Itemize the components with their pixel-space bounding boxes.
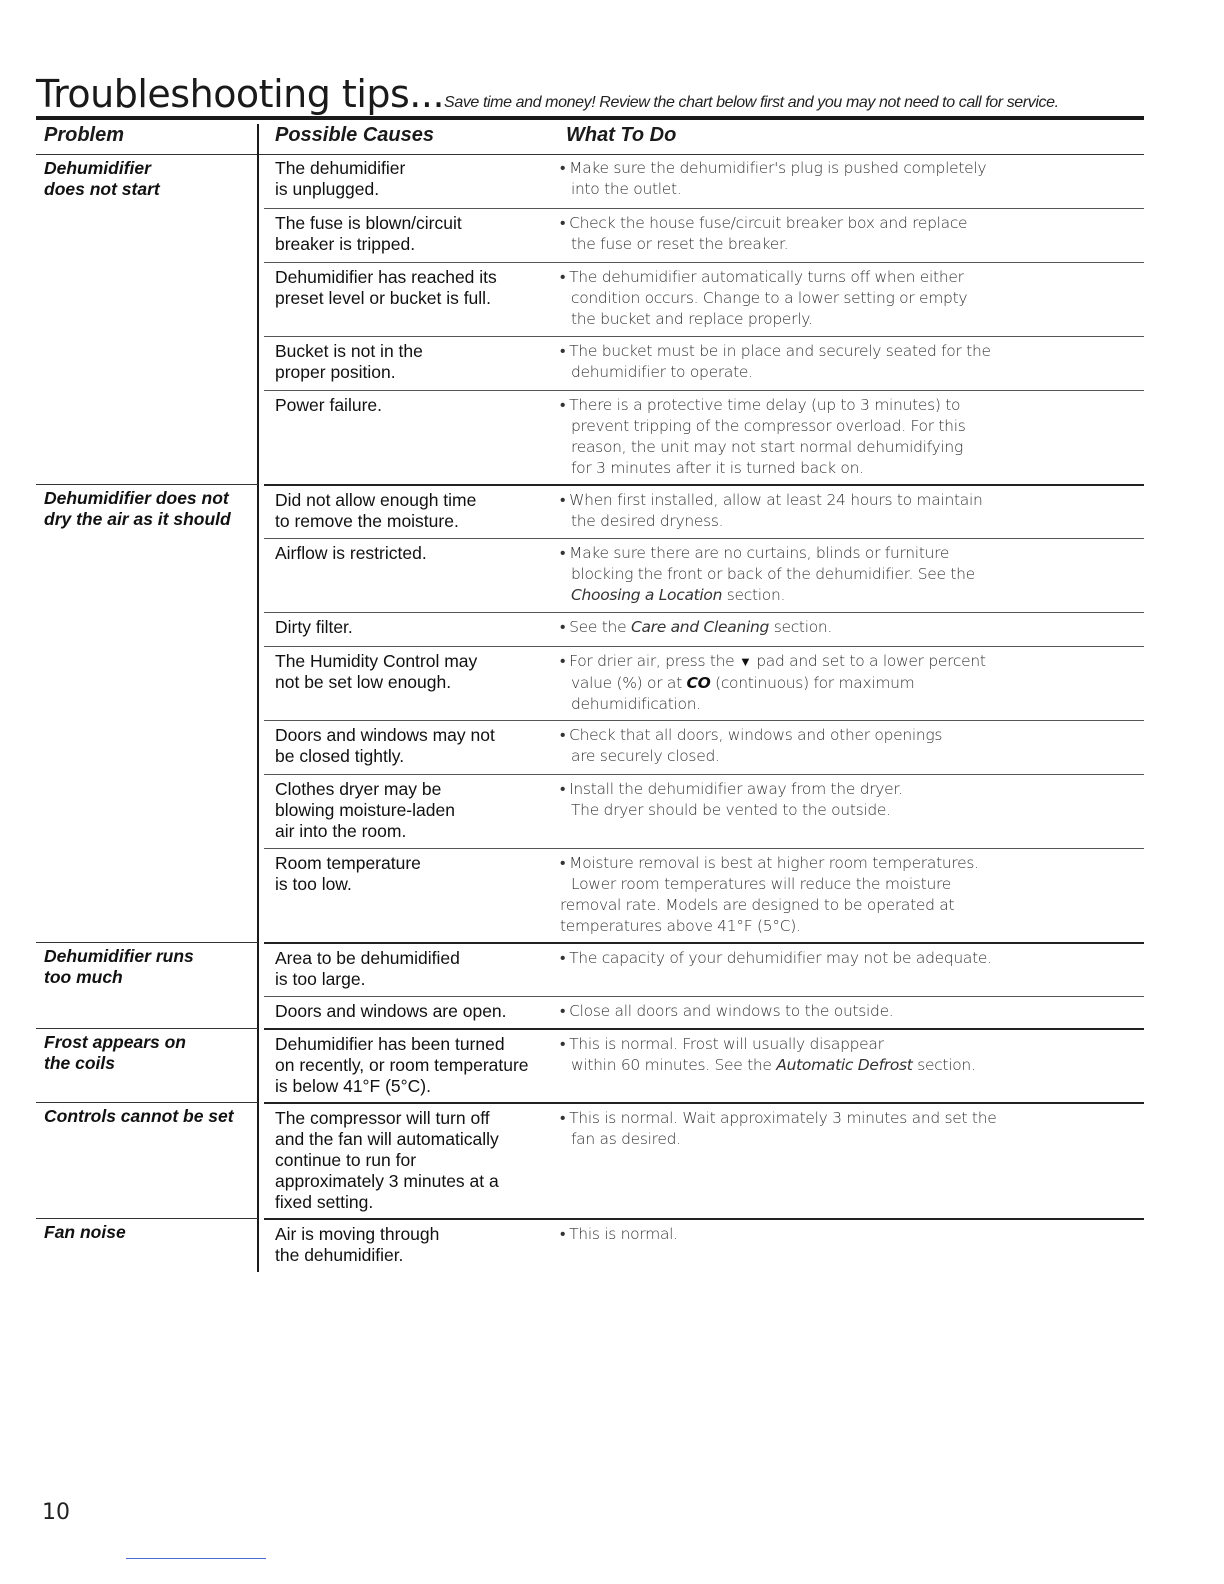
bullet-icon: • bbox=[560, 268, 566, 286]
todo-cell bbox=[560, 341, 1150, 383]
section-reference: Care and Cleaning bbox=[630, 618, 770, 636]
todo-line: Make sure the dehumidifier's plug is pushed completely bbox=[569, 159, 987, 177]
todo-line: Check that all doors, windows and other openings bbox=[569, 726, 943, 744]
table-row bbox=[264, 154, 1144, 208]
problem-divider bbox=[36, 484, 258, 485]
problem-line: Controls cannot be set bbox=[44, 1106, 234, 1126]
cause-cell bbox=[275, 213, 565, 255]
todo-line: This is normal. bbox=[569, 1225, 678, 1243]
cause-cell bbox=[275, 158, 565, 200]
cause-line: be closed tightly. bbox=[275, 746, 405, 766]
bullet-icon: • bbox=[560, 544, 566, 562]
cause-cell bbox=[275, 341, 565, 383]
down-arrow-icon: ▼ bbox=[739, 655, 752, 670]
todo-line: Check the house fuse/circuit breaker box and replace bbox=[569, 214, 968, 232]
cause-line: is too low. bbox=[275, 874, 352, 894]
todo-text: value (%) or at bbox=[571, 674, 687, 692]
problem-divider bbox=[36, 1102, 258, 1103]
todo-line: the desired dryness. bbox=[571, 512, 724, 530]
cause-line: Bucket is not in the bbox=[275, 341, 423, 361]
cause-line: proper position. bbox=[275, 362, 396, 382]
todo-line: condition occurs. Change to a lower setting or empty bbox=[571, 289, 968, 307]
cause-line: and the fan will automatically bbox=[275, 1129, 499, 1149]
todo-line: the fuse or reset the breaker. bbox=[571, 235, 789, 253]
todo-line: When first installed, allow at least 24 hours to maintain bbox=[569, 491, 983, 509]
bullet-icon: • bbox=[560, 159, 566, 177]
table-row bbox=[264, 1102, 1144, 1220]
cause-cell bbox=[275, 779, 565, 842]
todo-line: the bucket and replace properly. bbox=[571, 310, 813, 328]
problem-label bbox=[44, 946, 254, 988]
todo-cell bbox=[560, 213, 1150, 255]
cause-line: Doors and windows are open. bbox=[275, 1001, 507, 1021]
footer-rule bbox=[126, 1558, 266, 1559]
bullet-icon: • bbox=[560, 1035, 566, 1053]
cause-line: on recently, or room temperature bbox=[275, 1055, 529, 1075]
cause-line: air into the room. bbox=[275, 821, 407, 841]
bullet-icon: • bbox=[560, 618, 566, 636]
section-reference: Choosing a Location bbox=[571, 586, 723, 604]
table-row bbox=[264, 1218, 1144, 1274]
cause-cell bbox=[275, 1224, 565, 1266]
todo-line: The dryer should be vented to the outside. bbox=[571, 801, 891, 819]
cause-cell bbox=[275, 267, 565, 309]
cause-line: Area to be dehumidified bbox=[275, 948, 460, 968]
cause-cell bbox=[275, 853, 565, 895]
header-problem: Problem bbox=[44, 124, 125, 146]
bullet-icon: • bbox=[560, 1225, 566, 1243]
todo-line: dehumidification. bbox=[571, 695, 701, 713]
todo-cell bbox=[560, 1034, 1150, 1076]
problem-label bbox=[44, 158, 254, 200]
cause-line: not be set low enough. bbox=[275, 672, 452, 692]
table-row bbox=[264, 484, 1144, 540]
cause-cell bbox=[275, 543, 565, 564]
problem-label bbox=[44, 488, 254, 530]
todo-line: prevent tripping of the compressor overload. For this bbox=[571, 417, 966, 435]
section-reference: Automatic Defrost bbox=[776, 1056, 913, 1074]
todo-line: blocking the front or back of the dehumidifier. See the bbox=[571, 565, 975, 583]
cause-line: is unplugged. bbox=[275, 179, 380, 199]
cause-line: Doors and windows may not bbox=[275, 725, 495, 745]
problem-line: the coils bbox=[44, 1053, 115, 1073]
problem-line: Frost appears on bbox=[44, 1032, 186, 1052]
cause-line: preset level or bucket is full. bbox=[275, 288, 491, 308]
column-divider bbox=[257, 124, 259, 1272]
todo-text: section. bbox=[769, 618, 833, 636]
continuous-code: CO bbox=[686, 674, 711, 692]
cause-line: Clothes dryer may be bbox=[275, 779, 442, 799]
cause-line: Dehumidifier has been turned bbox=[275, 1034, 505, 1054]
table-row bbox=[264, 720, 1144, 775]
title-rule bbox=[36, 116, 1144, 120]
problem-divider bbox=[36, 1218, 258, 1219]
todo-text: For drier air, press the bbox=[569, 652, 740, 670]
table-row bbox=[264, 646, 1144, 721]
subtitle-text: Save time and money! Review the chart below first and you may not need to call for service. bbox=[444, 94, 1059, 111]
cause-line: Dirty filter. bbox=[275, 617, 353, 637]
problem-line: dry the air as it should bbox=[44, 509, 231, 529]
todo-text: pad and set to a lower percent bbox=[751, 652, 986, 670]
bullet-icon: • bbox=[560, 396, 566, 414]
todo-text: (continuous) for maximum bbox=[710, 674, 915, 692]
bullet-icon: • bbox=[560, 652, 566, 670]
todo-cell bbox=[560, 725, 1150, 767]
cause-cell bbox=[275, 651, 565, 693]
table-row bbox=[264, 336, 1144, 391]
todo-cell bbox=[560, 779, 1150, 821]
bullet-icon: • bbox=[560, 726, 566, 744]
todo-cell bbox=[560, 158, 1150, 200]
header-causes: Possible Causes bbox=[275, 124, 434, 146]
todo-line: The dehumidifier automatically turns off when either bbox=[569, 268, 964, 286]
header-todo: What To Do bbox=[566, 124, 677, 146]
problem-line: does not start bbox=[44, 179, 160, 199]
bullet-icon: • bbox=[560, 491, 566, 509]
todo-line: Close all doors and windows to the outside. bbox=[569, 1002, 894, 1020]
bullet-icon: • bbox=[560, 214, 566, 232]
cause-cell bbox=[275, 490, 565, 532]
todo-text: section. bbox=[912, 1056, 976, 1074]
cause-cell bbox=[275, 1034, 565, 1097]
todo-line: Lower room temperatures will reduce the moisture bbox=[571, 875, 951, 893]
todo-cell bbox=[560, 267, 1150, 330]
todo-line: removal rate. Models are designed to be operated at bbox=[560, 896, 955, 914]
todo-line: This is normal. Wait approximately 3 minutes and set the bbox=[569, 1109, 997, 1127]
todo-cell bbox=[560, 1224, 1150, 1245]
cause-cell bbox=[275, 395, 565, 416]
problem-line: Dehumidifier bbox=[44, 158, 151, 178]
problem-divider bbox=[36, 942, 258, 943]
todo-line: fan as desired. bbox=[571, 1130, 681, 1148]
todo-line: Install the dehumidifier away from the dryer. bbox=[569, 780, 903, 798]
todo-line: Make sure there are no curtains, blinds or furniture bbox=[569, 544, 950, 562]
table-row bbox=[264, 208, 1144, 263]
todo-cell bbox=[560, 853, 1150, 937]
todo-cell bbox=[560, 651, 1150, 715]
bullet-icon: • bbox=[560, 342, 566, 360]
cause-line: is below 41°F (5°C). bbox=[275, 1076, 431, 1096]
cause-cell bbox=[275, 948, 565, 990]
cause-line: Dehumidifier has reached its bbox=[275, 267, 497, 287]
cause-line: the dehumidifier. bbox=[275, 1245, 404, 1265]
todo-line: There is a protective time delay (up to 3 minutes) to bbox=[569, 396, 961, 414]
todo-text: section. bbox=[722, 586, 786, 604]
todo-line: temperatures above 41°F (5°C). bbox=[560, 917, 801, 935]
problem-line: Fan noise bbox=[44, 1222, 126, 1242]
table-row bbox=[264, 612, 1144, 647]
todo-line: This is normal. Frost will usually disappear bbox=[569, 1035, 884, 1053]
todo-line: are securely closed. bbox=[571, 747, 720, 765]
table-row bbox=[264, 538, 1144, 613]
cause-line: Airflow is restricted. bbox=[275, 543, 427, 563]
todo-cell bbox=[560, 617, 1150, 638]
page-title bbox=[36, 72, 1146, 116]
bullet-icon: • bbox=[560, 1002, 566, 1020]
cause-line: The compressor will turn off bbox=[275, 1108, 490, 1128]
cause-line: The dehumidifier bbox=[275, 158, 406, 178]
problem-line: too much bbox=[44, 967, 123, 987]
cause-line: The fuse is blown/circuit bbox=[275, 213, 462, 233]
problem-label bbox=[44, 1106, 254, 1127]
bullet-icon: • bbox=[560, 854, 566, 872]
todo-cell bbox=[560, 948, 1150, 969]
cause-line: Power failure. bbox=[275, 395, 382, 415]
page-number: 10 bbox=[42, 1500, 70, 1525]
todo-line: reason, the unit may not start normal dehumidifying bbox=[571, 438, 963, 456]
todo-line: The capacity of your dehumidifier may not be adequate. bbox=[569, 949, 992, 967]
title-text: Troubleshooting tips... bbox=[36, 72, 445, 116]
todo-cell bbox=[560, 543, 1150, 606]
problem-line: Dehumidifier does not bbox=[44, 488, 229, 508]
todo-text: See the bbox=[569, 618, 631, 636]
todo-cell bbox=[560, 1001, 1150, 1022]
cause-line: Did not allow enough time bbox=[275, 490, 477, 510]
cause-line: Room temperature bbox=[275, 853, 421, 873]
table-row bbox=[264, 848, 1144, 943]
table-row bbox=[264, 774, 1144, 849]
cause-cell bbox=[275, 1001, 565, 1022]
bullet-icon: • bbox=[560, 1109, 566, 1127]
cause-line: blowing moisture-laden bbox=[275, 800, 455, 820]
cause-line: Air is moving through bbox=[275, 1224, 440, 1244]
todo-line: into the outlet. bbox=[571, 180, 682, 198]
todo-cell bbox=[560, 490, 1150, 532]
todo-line: The bucket must be in place and securely seated for the bbox=[569, 342, 991, 360]
cause-line: continue to run for bbox=[275, 1150, 417, 1170]
table-row bbox=[264, 262, 1144, 337]
problem-line: Dehumidifier runs bbox=[44, 946, 194, 966]
cause-line: to remove the moisture. bbox=[275, 511, 459, 531]
cause-line: approximately 3 minutes at a bbox=[275, 1171, 499, 1191]
cause-line: breaker is tripped. bbox=[275, 234, 416, 254]
cause-line: is too large. bbox=[275, 969, 366, 989]
cause-cell bbox=[275, 1108, 565, 1213]
table-row bbox=[264, 942, 1144, 998]
todo-cell bbox=[560, 395, 1150, 479]
todo-line: for 3 minutes after it is turned back on. bbox=[571, 459, 864, 477]
table-row bbox=[264, 390, 1144, 485]
bullet-icon: • bbox=[560, 949, 566, 967]
bullet-icon: • bbox=[560, 780, 566, 798]
todo-line: Moisture removal is best at higher room temperatures. bbox=[569, 854, 979, 872]
problem-label bbox=[44, 1032, 254, 1074]
problem-divider bbox=[36, 1028, 258, 1029]
table-row bbox=[264, 1028, 1144, 1104]
cause-line: The Humidity Control may bbox=[275, 651, 478, 671]
cause-line: fixed setting. bbox=[275, 1192, 374, 1212]
table-row bbox=[264, 996, 1144, 1029]
cause-cell bbox=[275, 617, 565, 638]
problem-label bbox=[44, 1222, 254, 1243]
todo-cell bbox=[560, 1108, 1150, 1150]
todo-text: within 60 minutes. See the bbox=[571, 1056, 777, 1074]
todo-line: dehumidifier to operate. bbox=[571, 363, 753, 381]
cause-cell bbox=[275, 725, 565, 767]
